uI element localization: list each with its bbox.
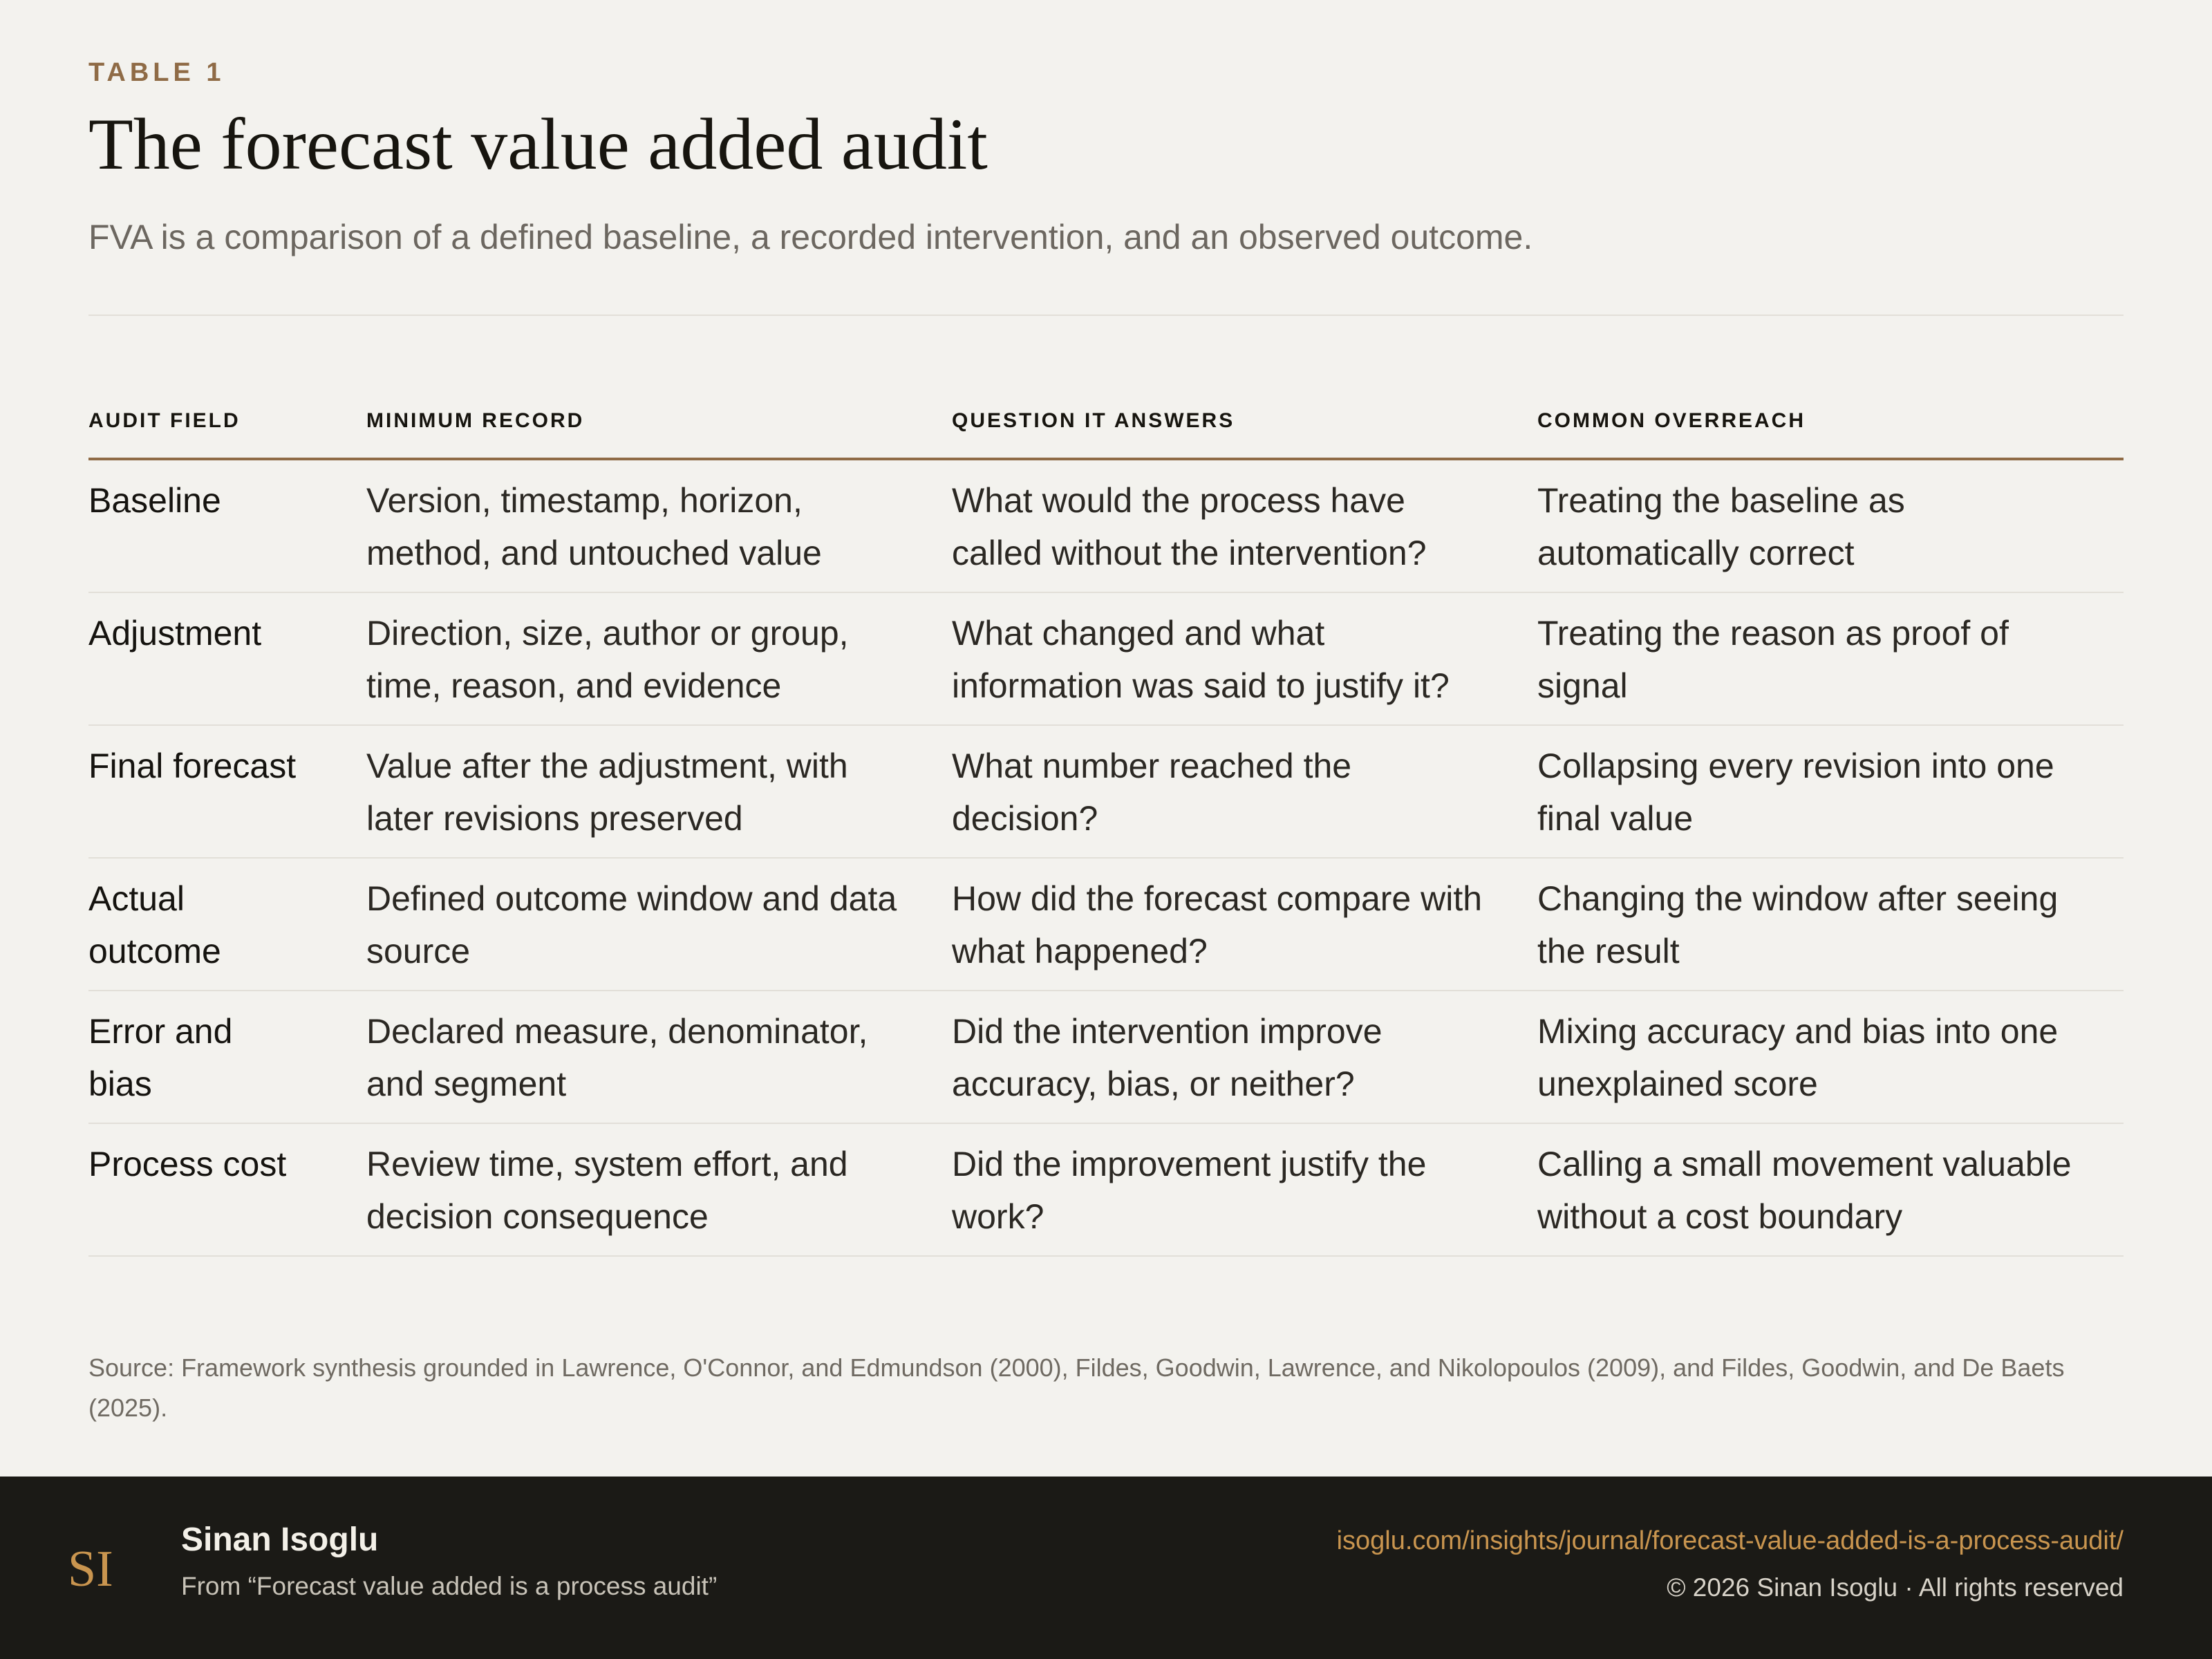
audit-field-cell: Baseline <box>88 481 221 520</box>
table-row <box>88 991 2124 1124</box>
article-link[interactable]: isoglu.com/insights/journal/forecast-value-added-is-a-process-audit/ <box>1336 1526 2124 1555</box>
overreach-cell: Treating the baseline as automatically correct <box>1537 481 1905 572</box>
audit-field-cell: Process cost <box>88 1145 287 1183</box>
monogram-logo <box>65 1536 120 1598</box>
question-cell: What changed and what information was said to justify it? <box>952 614 1450 705</box>
author-name: Sinan Isoglu <box>181 1521 379 1558</box>
table-row <box>88 593 2124 726</box>
question-cell: What number reached the decision? <box>952 747 1352 838</box>
audit-field-cell: Error and bias <box>88 1012 233 1103</box>
column-header-audit-field: AUDIT FIELD <box>88 409 241 432</box>
table-header-row <box>88 394 2124 460</box>
column-header-question: QUESTION IT ANSWERS <box>952 409 1235 432</box>
minimum-record-cell: Declared measure, denominator, and segment <box>366 1012 868 1103</box>
overreach-cell: Collapsing every revision into one final value <box>1537 747 2054 838</box>
page-title: The forecast value added audit <box>88 104 988 185</box>
overreach-cell: Mixing accuracy and bias into one unexplained score <box>1537 1012 2059 1103</box>
audit-field-cell: Actual outcome <box>88 879 221 971</box>
question-cell: How did the forecast compare with what happened? <box>952 879 1483 971</box>
minimum-record-cell: Review time, system effort, and decision consequence <box>366 1145 848 1236</box>
question-cell: Did the intervention improve accuracy, bias, or neither? <box>952 1012 1382 1103</box>
table-row <box>88 1124 2124 1257</box>
overreach-cell: Changing the window after seeing the result <box>1537 879 2059 971</box>
copyright-notice: © 2026 Sinan Isoglu · All rights reserved <box>1667 1573 2124 1602</box>
question-cell: What would the process have called without the intervention? <box>952 481 1427 572</box>
overreach-cell: Calling a small movement valuable without a cost boundary <box>1537 1145 2072 1236</box>
table-row <box>88 859 2124 991</box>
source-note: Source: Framework synthesis grounded in Lawrence, O'Connor, and Edmundson (2000), Fildes, Goodwin, Lawrence, and Nikolopoulos (2009), and Fildes, Goodwin, and De Baets (2025). <box>88 1353 2065 1422</box>
question-cell: Did the improvement justify the work? <box>952 1145 1427 1236</box>
article-reference: From “Forecast value added is a process audit” <box>181 1572 718 1600</box>
table-row <box>88 726 2124 859</box>
overreach-cell: Treating the reason as proof of signal <box>1537 614 2009 705</box>
page-subtitle: FVA is a comparison of a defined baseline, a recorded intervention, and an observed outcome. <box>88 218 1533 256</box>
footer-bar <box>0 1477 2212 1659</box>
audit-field-cell: Final forecast <box>88 747 297 785</box>
column-header-overreach: COMMON OVERREACH <box>1537 409 1806 432</box>
audit-field-cell: Adjustment <box>88 614 262 653</box>
header-divider <box>88 315 2124 316</box>
minimum-record-cell: Direction, size, author or group, time, reason, and evidence <box>366 614 849 705</box>
table-row <box>88 460 2124 593</box>
table-number-label: TABLE 1 <box>88 58 225 87</box>
minimum-record-cell: Value after the adjustment, with later revisions preserved <box>366 747 848 838</box>
column-header-minimum-record: MINIMUM RECORD <box>366 409 585 432</box>
minimum-record-cell: Defined outcome window and data source <box>366 879 897 971</box>
logo-text: SI <box>68 1541 113 1597</box>
minimum-record-cell: Version, timestamp, horizon, method, and untouched value <box>366 481 822 572</box>
audit-table <box>88 394 2124 1257</box>
